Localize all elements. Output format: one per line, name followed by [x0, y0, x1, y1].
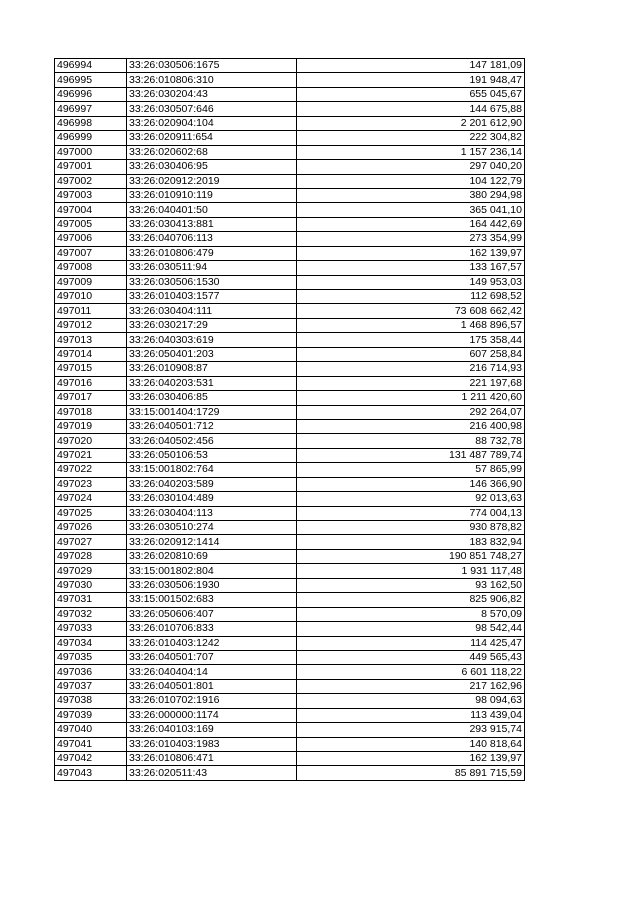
table-row — [55, 564, 525, 578]
cadastral-number-cell: 33:26:040404:14 — [127, 665, 297, 679]
value-cell: 147 181,09 — [297, 59, 525, 73]
row-number-cell: 497023 — [55, 477, 127, 491]
row-number-cell: 496994 — [55, 59, 127, 73]
value-cell: 449 565,43 — [297, 650, 525, 664]
cadastral-number-cell: 33:15:001404:1729 — [127, 405, 297, 419]
value-cell: 98 094,63 — [297, 694, 525, 708]
row-number-cell: 497006 — [55, 232, 127, 246]
table-row — [55, 679, 525, 693]
row-number-cell: 497024 — [55, 492, 127, 506]
row-number-cell: 497040 — [55, 723, 127, 737]
row-number-cell: 497015 — [55, 362, 127, 376]
table-row — [55, 708, 525, 722]
row-number-cell: 497012 — [55, 318, 127, 332]
row-number-cell: 497002 — [55, 174, 127, 188]
cadastral-number-cell: 33:26:020511:43 — [127, 766, 297, 780]
value-cell: 292 264,07 — [297, 405, 525, 419]
value-cell: 175 358,44 — [297, 333, 525, 347]
cadastral-number-cell: 33:26:030507:646 — [127, 102, 297, 116]
row-number-cell: 497027 — [55, 535, 127, 549]
cadastral-number-cell: 33:15:001802:804 — [127, 564, 297, 578]
value-cell: 144 675,88 — [297, 102, 525, 116]
cadastral-number-cell: 33:26:040203:589 — [127, 477, 297, 491]
value-cell: 365 041,10 — [297, 203, 525, 217]
value-cell: 216 714,93 — [297, 362, 525, 376]
table-row — [55, 549, 525, 563]
row-number-cell: 497014 — [55, 347, 127, 361]
cadastral-number-cell: 33:26:030506:1930 — [127, 578, 297, 592]
table-row — [55, 448, 525, 462]
table-row — [55, 694, 525, 708]
table-row — [55, 318, 525, 332]
table-row — [55, 160, 525, 174]
table-row — [55, 59, 525, 73]
cadastral-number-cell: 33:26:040501:801 — [127, 679, 297, 693]
value-cell: 114 425,47 — [297, 636, 525, 650]
table-row — [55, 304, 525, 318]
table-row — [55, 419, 525, 433]
value-cell: 1 468 896,57 — [297, 318, 525, 332]
table-row — [55, 145, 525, 159]
value-cell: 98 542,44 — [297, 622, 525, 636]
row-number-cell: 497008 — [55, 261, 127, 275]
value-cell: 217 162,96 — [297, 679, 525, 693]
value-cell: 221 197,68 — [297, 376, 525, 390]
row-number-cell: 497022 — [55, 463, 127, 477]
cadastral-number-cell: 33:26:030511:94 — [127, 261, 297, 275]
table-row — [55, 116, 525, 130]
value-cell: 930 878,82 — [297, 521, 525, 535]
row-number-cell: 496999 — [55, 131, 127, 145]
value-cell: 104 122,79 — [297, 174, 525, 188]
table-row — [55, 607, 525, 621]
row-number-cell: 497028 — [55, 549, 127, 563]
row-number-cell: 497025 — [55, 506, 127, 520]
cadastral-number-cell: 33:26:040303:619 — [127, 333, 297, 347]
value-cell: 140 818,64 — [297, 737, 525, 751]
cadastral-number-cell: 33:26:030404:113 — [127, 506, 297, 520]
row-number-cell: 497018 — [55, 405, 127, 419]
value-cell: 183 832,94 — [297, 535, 525, 549]
cadastral-number-cell: 33:26:040501:707 — [127, 650, 297, 664]
row-number-cell: 497001 — [55, 160, 127, 174]
value-cell: 8 570,09 — [297, 607, 525, 621]
value-cell: 607 258,84 — [297, 347, 525, 361]
cadastral-number-cell: 33:15:001802:764 — [127, 463, 297, 477]
value-cell: 655 045,67 — [297, 87, 525, 101]
table-row — [55, 434, 525, 448]
row-number-cell: 497042 — [55, 752, 127, 766]
row-number-cell: 497019 — [55, 419, 127, 433]
value-cell: 2 201 612,90 — [297, 116, 525, 130]
value-cell: 131 487 789,74 — [297, 448, 525, 462]
row-number-cell: 497013 — [55, 333, 127, 347]
row-number-cell: 496998 — [55, 116, 127, 130]
row-number-cell: 497011 — [55, 304, 127, 318]
row-number-cell: 496997 — [55, 102, 127, 116]
row-number-cell: 497016 — [55, 376, 127, 390]
table-row — [55, 290, 525, 304]
row-number-cell: 497037 — [55, 679, 127, 693]
cadastral-number-cell: 33:26:010910:119 — [127, 188, 297, 202]
cadastral-number-cell: 33:26:020911:654 — [127, 131, 297, 145]
cadastral-number-cell: 33:26:040501:712 — [127, 419, 297, 433]
table-row — [55, 232, 525, 246]
table-row — [55, 463, 525, 477]
value-cell: 191 948,47 — [297, 73, 525, 87]
cadastral-number-cell: 33:26:020912:2019 — [127, 174, 297, 188]
cadastral-number-cell: 33:26:030404:111 — [127, 304, 297, 318]
value-cell: 6 601 118,22 — [297, 665, 525, 679]
cadastral-number-cell: 33:26:050106:53 — [127, 448, 297, 462]
cadastral-number-cell: 33:26:050401:203 — [127, 347, 297, 361]
table-row — [55, 174, 525, 188]
row-number-cell: 497010 — [55, 290, 127, 304]
value-cell: 92 013,63 — [297, 492, 525, 506]
table-row — [55, 665, 525, 679]
cadastral-number-cell: 33:26:040706:113 — [127, 232, 297, 246]
value-cell: 88 732,78 — [297, 434, 525, 448]
value-cell: 222 304,82 — [297, 131, 525, 145]
cadastral-number-cell: 33:15:001502:683 — [127, 593, 297, 607]
value-cell: 293 915,74 — [297, 723, 525, 737]
table-row — [55, 636, 525, 650]
table-row — [55, 362, 525, 376]
table-row — [55, 217, 525, 231]
cadastral-number-cell: 33:26:030217:29 — [127, 318, 297, 332]
table-row — [55, 578, 525, 592]
cadastral-number-cell: 33:26:030204:43 — [127, 87, 297, 101]
cadastral-number-cell: 33:26:030413:881 — [127, 217, 297, 231]
row-number-cell: 497009 — [55, 275, 127, 289]
value-cell: 297 040,20 — [297, 160, 525, 174]
table-row — [55, 477, 525, 491]
table-row — [55, 593, 525, 607]
cadastral-number-cell: 33:26:010806:310 — [127, 73, 297, 87]
table-row — [55, 333, 525, 347]
table-row — [55, 535, 525, 549]
value-cell: 113 439,04 — [297, 708, 525, 722]
table-row — [55, 131, 525, 145]
table-row — [55, 492, 525, 506]
cadastral-number-cell: 33:26:040103:169 — [127, 723, 297, 737]
value-cell: 133 167,57 — [297, 261, 525, 275]
row-number-cell: 497036 — [55, 665, 127, 679]
value-cell: 1 157 236,14 — [297, 145, 525, 159]
cadastral-number-cell: 33:26:020904:104 — [127, 116, 297, 130]
row-number-cell: 497043 — [55, 766, 127, 780]
cadastral-number-cell: 33:26:010403:1242 — [127, 636, 297, 650]
value-cell: 57 865,99 — [297, 463, 525, 477]
table-row — [55, 261, 525, 275]
row-number-cell: 497029 — [55, 564, 127, 578]
value-cell: 85 891 715,59 — [297, 766, 525, 780]
row-number-cell: 497033 — [55, 622, 127, 636]
table-row — [55, 766, 525, 780]
value-cell: 162 139,97 — [297, 246, 525, 260]
row-number-cell: 497041 — [55, 737, 127, 751]
table-body — [55, 59, 525, 781]
row-number-cell: 497000 — [55, 145, 127, 159]
value-cell: 380 294,98 — [297, 188, 525, 202]
table-row — [55, 752, 525, 766]
row-number-cell: 497030 — [55, 578, 127, 592]
table-row — [55, 203, 525, 217]
row-number-cell: 497005 — [55, 217, 127, 231]
value-cell: 164 442,69 — [297, 217, 525, 231]
row-number-cell: 497021 — [55, 448, 127, 462]
value-cell: 1 211 420,60 — [297, 391, 525, 405]
cadastral-number-cell: 33:26:040203:531 — [127, 376, 297, 390]
row-number-cell: 496995 — [55, 73, 127, 87]
value-cell: 774 004,13 — [297, 506, 525, 520]
row-number-cell: 497034 — [55, 636, 127, 650]
cadastral-number-cell: 33:26:030506:1675 — [127, 59, 297, 73]
cadastral-number-cell: 33:26:030506:1530 — [127, 275, 297, 289]
value-cell: 1 931 117,48 — [297, 564, 525, 578]
table-row — [55, 650, 525, 664]
table-row — [55, 521, 525, 535]
table-row — [55, 87, 525, 101]
data-table — [54, 58, 525, 781]
table-row — [55, 73, 525, 87]
table-row — [55, 188, 525, 202]
cadastral-number-cell: 33:26:030104:489 — [127, 492, 297, 506]
row-number-cell: 497032 — [55, 607, 127, 621]
value-cell: 825 906,82 — [297, 593, 525, 607]
row-number-cell: 497007 — [55, 246, 127, 260]
table-row — [55, 737, 525, 751]
table-row — [55, 347, 525, 361]
cadastral-number-cell: 33:26:020912:1414 — [127, 535, 297, 549]
value-cell: 162 139,97 — [297, 752, 525, 766]
row-number-cell: 497003 — [55, 188, 127, 202]
row-number-cell: 497004 — [55, 203, 127, 217]
row-number-cell: 497038 — [55, 694, 127, 708]
table-row — [55, 391, 525, 405]
row-number-cell: 497026 — [55, 521, 127, 535]
value-cell: 216 400,98 — [297, 419, 525, 433]
row-number-cell: 497017 — [55, 391, 127, 405]
cadastral-number-cell: 33:26:050606:407 — [127, 607, 297, 621]
cadastral-number-cell: 33:26:010806:471 — [127, 752, 297, 766]
cadastral-number-cell: 33:26:030510:274 — [127, 521, 297, 535]
table-row — [55, 102, 525, 116]
value-cell: 149 953,03 — [297, 275, 525, 289]
row-number-cell: 497031 — [55, 593, 127, 607]
cadastral-number-cell: 33:26:010403:1577 — [127, 290, 297, 304]
value-cell: 190 851 748,27 — [297, 549, 525, 563]
cadastral-number-cell: 33:26:010403:1983 — [127, 737, 297, 751]
table-row — [55, 506, 525, 520]
cadastral-number-cell: 33:26:020602:68 — [127, 145, 297, 159]
table-row — [55, 275, 525, 289]
row-number-cell: 496996 — [55, 87, 127, 101]
cadastral-number-cell: 33:26:020810:69 — [127, 549, 297, 563]
value-cell: 93 162,50 — [297, 578, 525, 592]
cadastral-number-cell: 33:26:030406:85 — [127, 391, 297, 405]
cadastral-number-cell: 33:26:010702:1916 — [127, 694, 297, 708]
row-number-cell: 497020 — [55, 434, 127, 448]
cadastral-number-cell: 33:26:010908:87 — [127, 362, 297, 376]
row-number-cell: 497039 — [55, 708, 127, 722]
table-row — [55, 723, 525, 737]
value-cell: 112 698,52 — [297, 290, 525, 304]
cadastral-number-cell: 33:26:000000:1174 — [127, 708, 297, 722]
cadastral-number-cell: 33:26:010806:479 — [127, 246, 297, 260]
table-row — [55, 622, 525, 636]
table-row — [55, 246, 525, 260]
cadastral-number-cell: 33:26:010706:833 — [127, 622, 297, 636]
cadastral-number-cell: 33:26:040502:456 — [127, 434, 297, 448]
row-number-cell: 497035 — [55, 650, 127, 664]
value-cell: 146 366,90 — [297, 477, 525, 491]
value-cell: 73 608 662,42 — [297, 304, 525, 318]
cadastral-number-cell: 33:26:030406:95 — [127, 160, 297, 174]
cadastral-number-cell: 33:26:040401:50 — [127, 203, 297, 217]
value-cell: 273 354,99 — [297, 232, 525, 246]
table-row — [55, 376, 525, 390]
table-row — [55, 405, 525, 419]
